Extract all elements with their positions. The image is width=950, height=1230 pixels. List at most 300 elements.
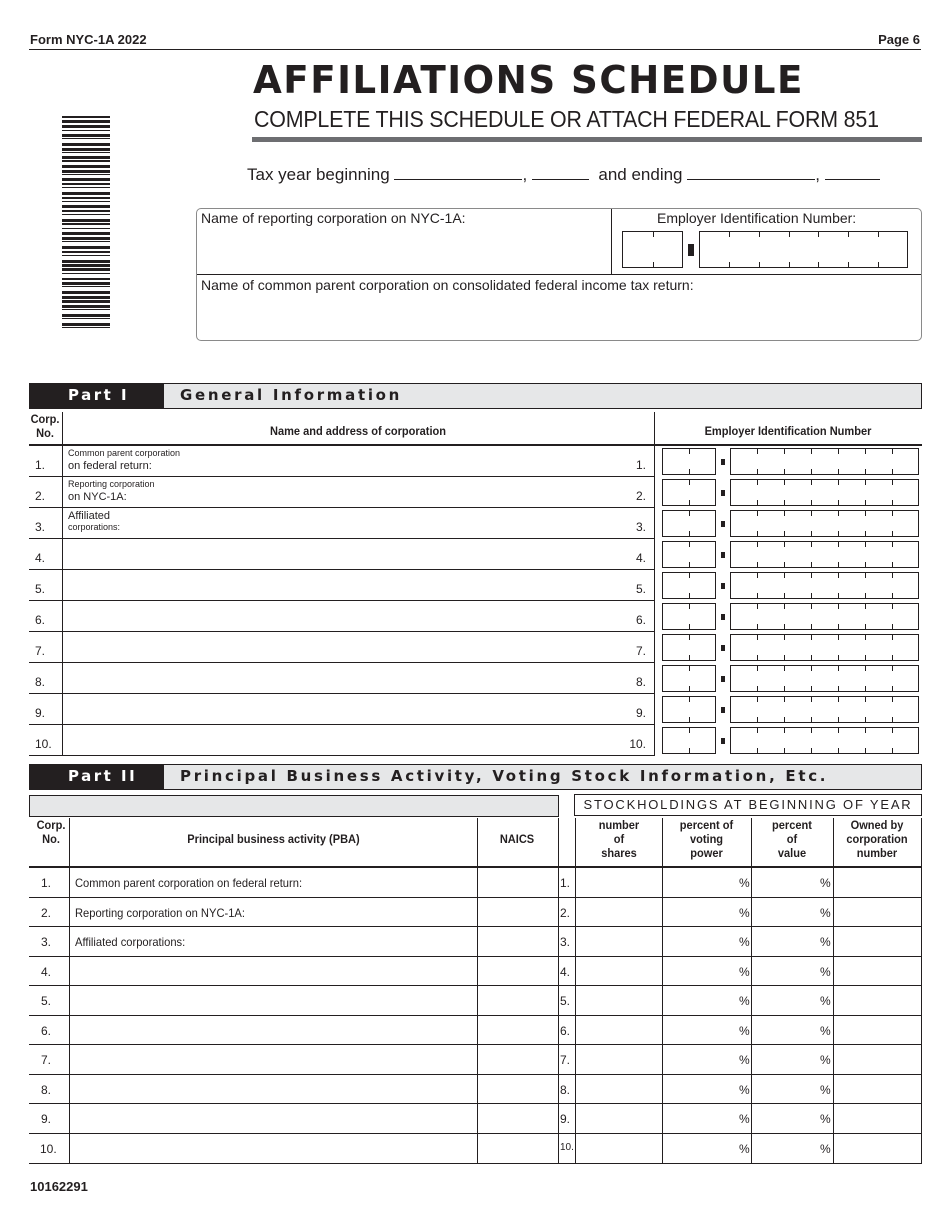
divider <box>833 818 834 1164</box>
naics-field[interactable] <box>479 929 556 955</box>
barcode-bar <box>62 183 110 185</box>
ein-suffix-box[interactable] <box>730 448 919 475</box>
ein-digit-divider <box>838 479 839 485</box>
divider <box>477 818 478 1164</box>
ein-digit-divider <box>757 686 758 692</box>
ein-digit-divider <box>838 572 839 578</box>
tax-year-ending-date-field[interactable] <box>687 166 815 180</box>
barcode-bar <box>62 187 110 188</box>
ein-digit-divider <box>811 572 812 578</box>
voting-power-field[interactable] <box>664 1106 736 1132</box>
shares-field[interactable] <box>577 1077 661 1102</box>
voting-power-field[interactable] <box>664 959 736 984</box>
ein-digit-divider <box>865 572 866 578</box>
ein-digit-divider <box>878 262 879 268</box>
shares-field[interactable] <box>577 1106 661 1132</box>
shares-field[interactable] <box>577 870 661 896</box>
barcode-bar <box>62 205 110 208</box>
ein-digit-divider <box>729 262 730 268</box>
ein-digit-divider <box>865 469 866 475</box>
ein-digit-divider <box>892 448 893 454</box>
hdr-line: value <box>777 846 807 860</box>
ein-digit-divider <box>757 562 758 568</box>
ein-digit-divider <box>784 531 785 537</box>
page-subtitle: COMPLETE THIS SCHEDULE OR ATTACH FEDERAL FORM 851 <box>254 106 879 132</box>
shares-field[interactable] <box>577 1136 661 1162</box>
corp-number: 6. <box>41 1024 52 1038</box>
percent-sign: % <box>820 1112 831 1126</box>
ein-digit-divider <box>838 686 839 692</box>
form-id: Form NYC-1A 2022 <box>30 32 147 47</box>
barcode-bar <box>62 192 110 195</box>
voting-power-field[interactable] <box>664 870 736 896</box>
part2-title: Principal Business Activity, Voting Stock Information, Etc. <box>180 767 829 785</box>
ein-suffix-box[interactable] <box>730 727 919 754</box>
ein-digit-divider <box>892 500 893 506</box>
value-percent-field[interactable] <box>753 959 815 984</box>
shares-field[interactable] <box>577 929 661 955</box>
value-percent-field[interactable] <box>753 929 815 955</box>
barcode-bar <box>62 130 110 131</box>
owned-by-field[interactable] <box>835 988 920 1014</box>
naics-field[interactable] <box>479 1077 556 1102</box>
col-corp-label: Corp. <box>36 818 66 832</box>
ein-hyphen-icon <box>688 244 694 256</box>
divider <box>69 818 70 1164</box>
ein-digit-divider <box>838 655 839 661</box>
barcode-bar <box>62 232 110 235</box>
pba-field[interactable] <box>300 870 470 896</box>
percent-sign: % <box>739 1083 750 1097</box>
ein-digit-divider <box>811 469 812 475</box>
voting-power-field[interactable] <box>664 988 736 1014</box>
corp-name-address-field[interactable] <box>150 479 620 506</box>
barcode-bar <box>62 223 110 225</box>
ein-digit-divider <box>811 448 812 454</box>
percent-sign: % <box>820 965 831 979</box>
barcode-bar <box>62 260 110 263</box>
ein-digit-divider <box>784 696 785 702</box>
value-percent-field[interactable] <box>753 870 815 896</box>
line-number: 2. <box>635 489 646 503</box>
ein-digit-divider <box>892 686 893 692</box>
tax-year-line <box>247 165 880 185</box>
value-percent-field[interactable] <box>753 1018 815 1043</box>
col-shares-header <box>579 818 658 860</box>
ein-digit-divider <box>811 531 812 537</box>
owned-by-field[interactable] <box>835 1018 920 1043</box>
corp-number: 2. <box>41 906 52 920</box>
comma: , <box>815 165 820 184</box>
corp-number: 1. <box>35 458 46 472</box>
parent-corp-field[interactable] <box>201 297 916 337</box>
ein-digit-divider <box>689 562 690 568</box>
owned-by-field[interactable] <box>835 1077 920 1102</box>
barcode-bar <box>62 314 110 317</box>
ein-digit-divider <box>865 655 866 661</box>
ein-digit-divider <box>784 655 785 661</box>
shares-field[interactable] <box>577 1047 661 1073</box>
row-label: Reporting corporation on NYC-1A: <box>75 906 245 920</box>
owned-by-field[interactable] <box>835 929 920 955</box>
corp-number: 5. <box>41 994 52 1008</box>
ein-digit-divider <box>689 531 690 537</box>
barcode-bar <box>62 201 110 202</box>
form-code: 10162291 <box>30 1179 88 1194</box>
ein-hyphen-icon <box>721 707 725 713</box>
ein-digit-divider <box>892 562 893 568</box>
barcode-bar <box>62 241 110 242</box>
ein-suffix-box[interactable] <box>730 479 919 506</box>
ein-digit-divider <box>757 748 758 754</box>
corp-number: 8. <box>41 1083 52 1097</box>
value-percent-field[interactable] <box>753 900 815 925</box>
line-number: 6. <box>635 613 646 627</box>
pba-field[interactable] <box>300 1136 470 1162</box>
voting-power-field[interactable] <box>664 900 736 925</box>
pba-field[interactable] <box>300 929 470 955</box>
percent-sign: % <box>820 1024 831 1038</box>
owned-by-field[interactable] <box>835 1136 920 1162</box>
owned-by-field[interactable] <box>835 870 920 896</box>
ein-digit-divider <box>892 541 893 547</box>
barcode-bar <box>62 255 110 256</box>
ein-digit-divider <box>689 686 690 692</box>
col-corp-no-header <box>29 412 60 440</box>
value-percent-field[interactable] <box>753 1047 815 1073</box>
ein-digit-divider <box>865 696 866 702</box>
hdr-line: of <box>786 832 798 846</box>
shares-field[interactable] <box>577 1018 661 1043</box>
ein-digit-divider <box>759 262 760 268</box>
owned-by-field[interactable] <box>835 1106 920 1132</box>
ein-digit-divider <box>865 448 866 454</box>
ein-suffix-box[interactable] <box>730 696 919 723</box>
col-corp-no-header <box>34 818 69 846</box>
voting-power-field[interactable] <box>664 1018 736 1043</box>
divider <box>29 444 922 446</box>
barcode-bar <box>62 143 110 146</box>
barcode-bar <box>62 286 110 287</box>
ein-digit-divider <box>757 500 758 506</box>
naics-field[interactable] <box>479 900 556 925</box>
ein-digit-divider <box>865 634 866 640</box>
ein-digit-divider <box>784 603 785 609</box>
ein-digit-divider <box>838 531 839 537</box>
line-number: 3. <box>560 935 571 949</box>
naics-field[interactable] <box>479 1106 556 1132</box>
barcode-bar <box>62 318 110 319</box>
corp-name-address-field[interactable] <box>150 510 620 537</box>
parent-corp-label: Name of common parent corporation on consolidated federal income tax return: <box>201 277 694 293</box>
tax-year-ending-year-field[interactable] <box>825 166 880 180</box>
part1-tag: Part I <box>30 384 164 408</box>
naics-field[interactable] <box>479 1018 556 1043</box>
barcode-bar <box>62 309 110 310</box>
pba-field[interactable] <box>300 959 470 984</box>
ein-digit-divider <box>811 686 812 692</box>
ein-digit-divider <box>838 634 839 640</box>
row-label: on federal return: <box>68 460 152 472</box>
ein-digit-divider <box>865 500 866 506</box>
barcode-bar <box>62 170 110 173</box>
corp-number: 4. <box>35 551 46 565</box>
ein-digit-divider <box>865 562 866 568</box>
percent-sign: % <box>820 906 831 920</box>
hdr-line: corporation <box>846 832 908 846</box>
part1-title: General Information <box>180 386 403 404</box>
ein-digit-divider <box>757 469 758 475</box>
divider <box>611 209 612 274</box>
owned-by-field[interactable] <box>835 1047 920 1073</box>
ein-digit-divider <box>784 479 785 485</box>
ein-digit-divider <box>892 479 893 485</box>
ein-digit-divider <box>757 572 758 578</box>
divider <box>29 1163 922 1164</box>
corp-name-address-field[interactable] <box>150 696 620 723</box>
divider <box>29 693 654 694</box>
line-number: 1. <box>560 876 571 890</box>
voting-power-field[interactable] <box>664 929 736 955</box>
pba-field[interactable] <box>300 900 470 925</box>
naics-field[interactable] <box>479 870 556 896</box>
value-percent-field[interactable] <box>753 1106 815 1132</box>
owned-by-field[interactable] <box>835 959 920 984</box>
corp-name-address-field[interactable] <box>150 541 620 568</box>
ein-digit-divider <box>865 593 866 599</box>
ein-suffix-box[interactable] <box>730 634 919 661</box>
divider <box>29 631 654 632</box>
barcode-bar <box>62 138 110 139</box>
pba-field[interactable] <box>300 988 470 1014</box>
ein-digit-divider <box>689 572 690 578</box>
barcode-bar <box>62 278 110 280</box>
ein-digit-divider <box>784 717 785 723</box>
percent-sign: % <box>739 1053 750 1067</box>
corp-name-address-field[interactable] <box>150 603 620 630</box>
voting-power-field[interactable] <box>664 1077 736 1102</box>
ein-suffix-box[interactable] <box>730 603 919 630</box>
barcode-bar <box>62 214 110 215</box>
ein-digit-divider <box>689 541 690 547</box>
line-number: 8. <box>560 1083 571 1097</box>
barcode-bar <box>62 264 110 267</box>
pba-field[interactable] <box>300 1018 470 1043</box>
shares-field[interactable] <box>577 988 661 1014</box>
barcode-bar <box>62 156 110 159</box>
ein-suffix-box[interactable] <box>730 665 919 692</box>
ein-digit-divider <box>784 624 785 630</box>
percent-sign: % <box>820 876 831 890</box>
tax-year-beginning-label: Tax year beginning <box>247 165 390 184</box>
ein-digit-divider <box>838 469 839 475</box>
value-percent-field[interactable] <box>753 1136 815 1162</box>
ein-suffix-box[interactable] <box>699 231 908 268</box>
divider <box>29 926 922 927</box>
barcode-bar <box>62 116 110 118</box>
part2-header <box>29 764 922 790</box>
barcode-bar <box>62 246 110 249</box>
row-label: Common parent corporation on federal return: <box>75 876 303 890</box>
divider <box>29 755 654 756</box>
corp-name-address-field[interactable] <box>150 665 620 692</box>
divider <box>29 724 654 725</box>
line-number: 9. <box>560 1112 571 1126</box>
naics-field[interactable] <box>479 1136 556 1162</box>
hdr-line: number <box>598 818 640 832</box>
ein-digit-divider <box>784 448 785 454</box>
shares-field[interactable] <box>577 900 661 925</box>
ein-digit-divider <box>838 624 839 630</box>
percent-sign: % <box>739 1142 750 1156</box>
ein-digit-divider <box>757 448 758 454</box>
barcode-bar <box>62 152 110 153</box>
line-number: 5. <box>560 994 571 1008</box>
ein-digit-divider <box>838 448 839 454</box>
ein-digit-divider <box>689 500 690 506</box>
ein-digit-divider <box>838 748 839 754</box>
divider <box>654 412 655 756</box>
line-number: 5. <box>635 582 646 596</box>
line-number: 1. <box>635 458 646 472</box>
ein-digit-divider <box>865 686 866 692</box>
voting-power-field[interactable] <box>664 1047 736 1073</box>
divider <box>62 412 63 756</box>
ein-digit-divider <box>892 727 893 733</box>
divider <box>29 985 922 986</box>
ein-digit-divider <box>811 603 812 609</box>
pba-field[interactable] <box>300 1047 470 1073</box>
divider <box>29 662 654 663</box>
hdr-line: percent of <box>679 818 734 832</box>
ein-digit-divider <box>689 469 690 475</box>
ein-digit-divider <box>689 510 690 516</box>
part2-grey-bar <box>29 795 559 817</box>
shares-field[interactable] <box>577 959 661 984</box>
ein-digit-divider <box>811 748 812 754</box>
corp-name-address-field[interactable] <box>150 572 620 599</box>
percent-sign: % <box>739 1112 750 1126</box>
ein-suffix-box[interactable] <box>730 510 919 537</box>
reporting-corp-field[interactable] <box>201 229 606 269</box>
ein-digit-divider <box>811 562 812 568</box>
ein-digit-divider <box>757 624 758 630</box>
barcode-icon <box>62 116 110 328</box>
col-naics-header: NAICS <box>499 832 535 846</box>
tax-year-beginning-date-field[interactable] <box>394 166 522 180</box>
ein-hyphen-icon <box>721 645 725 651</box>
divider <box>29 1015 922 1016</box>
ein-digit-divider <box>653 231 654 237</box>
line-number: 9. <box>635 706 646 720</box>
barcode-bar <box>62 228 110 229</box>
pba-field[interactable] <box>300 1077 470 1102</box>
corp-name-address-field[interactable] <box>150 448 620 475</box>
corp-name-address-field[interactable] <box>150 634 620 661</box>
hdr-line: voting <box>689 832 724 846</box>
ein-digit-divider <box>757 655 758 661</box>
page-title: AFFILIATIONS SCHEDULE <box>253 58 804 102</box>
percent-sign: % <box>820 1142 831 1156</box>
ein-digit-divider <box>689 727 690 733</box>
ein-digit-divider <box>784 510 785 516</box>
row-label: corporations: <box>68 522 121 532</box>
ein-digit-divider <box>689 665 690 671</box>
row-label: Affiliated <box>68 510 110 522</box>
ein-suffix-box[interactable] <box>730 541 919 568</box>
corp-number: 4. <box>41 965 52 979</box>
percent-sign: % <box>739 994 750 1008</box>
barcode-bar <box>62 219 110 222</box>
corp-name-address-field[interactable] <box>150 727 620 754</box>
tax-year-beginning-year-field[interactable] <box>532 166 589 180</box>
ein-digit-divider <box>811 696 812 702</box>
divider <box>29 600 654 601</box>
divider <box>921 818 922 1164</box>
line-number: 7. <box>560 1053 571 1067</box>
line-number: 4. <box>635 551 646 565</box>
ein-digit-divider <box>838 717 839 723</box>
ein-digit-divider <box>848 231 849 237</box>
ein-digit-divider <box>865 727 866 733</box>
ein-suffix-box[interactable] <box>730 572 919 599</box>
line-number: 4. <box>560 965 571 979</box>
ein-digit-divider <box>892 748 893 754</box>
naics-field[interactable] <box>479 959 556 984</box>
row-label: Affiliated corporations: <box>75 935 186 949</box>
ein-digit-divider <box>757 634 758 640</box>
col-no-label: No. <box>36 426 54 440</box>
ein-digit-divider <box>811 727 812 733</box>
owned-by-field[interactable] <box>835 900 920 925</box>
ein-hyphen-icon <box>721 614 725 620</box>
corp-number: 10. <box>40 1142 57 1156</box>
ein-digit-divider <box>878 231 879 237</box>
ein-digit-divider <box>729 231 730 237</box>
divider <box>29 956 922 957</box>
ein-digit-divider <box>838 593 839 599</box>
ein-digit-divider <box>811 479 812 485</box>
value-percent-field[interactable] <box>753 1077 815 1102</box>
percent-sign: % <box>820 935 831 949</box>
percent-sign: % <box>739 965 750 979</box>
ein-digit-divider <box>892 593 893 599</box>
ein-digit-divider <box>689 448 690 454</box>
ein-digit-divider <box>757 510 758 516</box>
ein-digit-divider <box>811 500 812 506</box>
hdr-line: Owned by <box>850 818 904 832</box>
naics-field[interactable] <box>479 988 556 1014</box>
barcode-bar <box>62 282 110 285</box>
barcode-bar <box>62 305 110 308</box>
header-divider <box>29 49 921 50</box>
col-corp-label: Corp. <box>30 412 60 426</box>
percent-sign: % <box>739 1024 750 1038</box>
ein-digit-divider <box>784 748 785 754</box>
hdr-line: power <box>690 846 723 860</box>
barcode-bar <box>62 296 110 299</box>
voting-power-field[interactable] <box>664 1136 736 1162</box>
divider <box>29 866 922 868</box>
ein-hyphen-icon <box>721 521 725 527</box>
ein-digit-divider <box>811 510 812 516</box>
value-percent-field[interactable] <box>753 988 815 1014</box>
pba-field[interactable] <box>300 1106 470 1132</box>
naics-field[interactable] <box>479 1047 556 1073</box>
col-name-header: Name and address of corporation <box>269 424 447 438</box>
col-pba-header: Principal business activity (PBA) <box>187 832 360 846</box>
divider <box>662 818 663 1164</box>
